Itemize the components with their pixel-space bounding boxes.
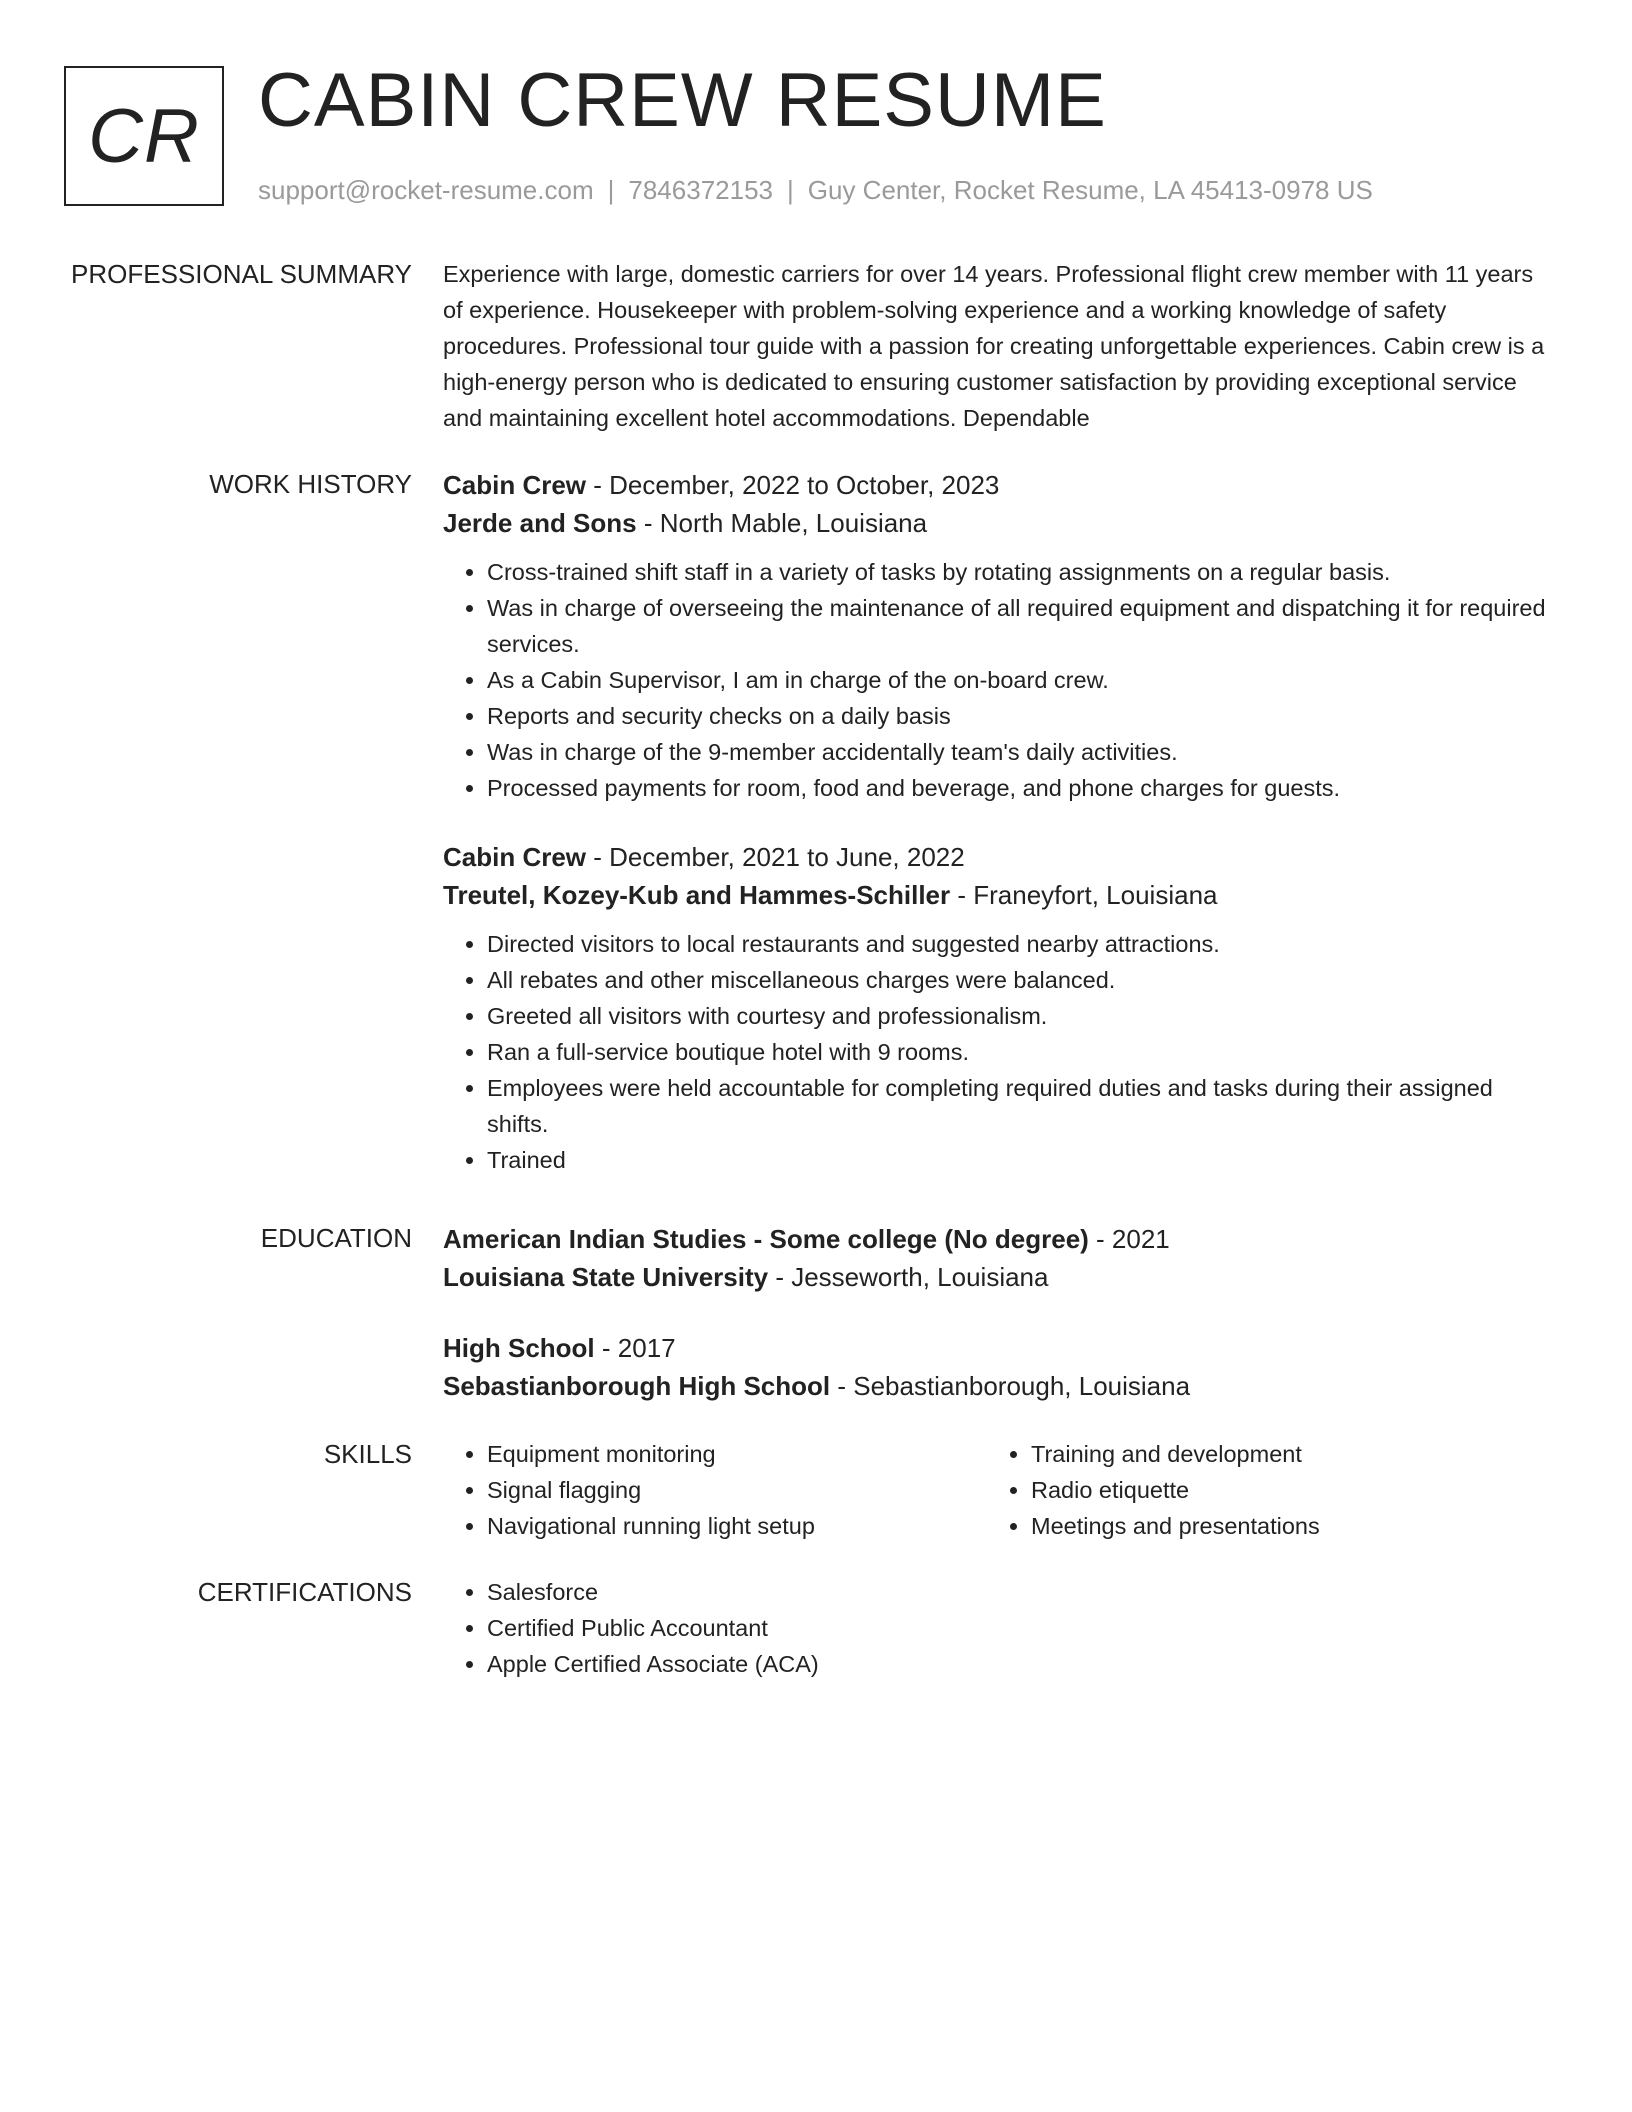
- job-title: Cabin Crew: [443, 470, 587, 500]
- list-item: • Directed visitors to local restaurants and suggested nearby attractions.: [487, 926, 1558, 962]
- skills-columns: [443, 1436, 1558, 1544]
- job-title-line: [443, 838, 1558, 876]
- job-title-line: [443, 466, 1558, 504]
- school-location: - Jesseworth, Louisiana: [768, 1262, 1049, 1292]
- school-line: [443, 1367, 1558, 1405]
- contact-phone[interactable]: 7846372153: [628, 175, 773, 205]
- job-entry: [443, 838, 1558, 1178]
- list-item: • Was in charge of overseeing the maintenance of all required equipment and dispatching it for required services.: [487, 590, 1558, 662]
- job-company: Jerde and Sons: [443, 508, 637, 538]
- list-item: • Employees were held accountable for completing required duties and tasks during their assigned shifts.: [487, 1070, 1558, 1142]
- degree-line: [443, 1220, 1558, 1258]
- certification-item: • Certified Public Accountant: [487, 1610, 1558, 1646]
- list-item: • Ran a full-service boutique hotel with 9 rooms.: [487, 1034, 1558, 1070]
- degree-year: - 2021: [1088, 1224, 1170, 1254]
- job-entry: [443, 466, 1558, 806]
- skills-list-right: [987, 1436, 1320, 1544]
- section-heading-certifications: CERTIFICATIONS: [197, 1577, 412, 1607]
- list-item: • Trained: [487, 1142, 1558, 1178]
- contact-line: [258, 172, 1373, 208]
- work-history-body: [443, 466, 1558, 1178]
- contact-email[interactable]: support@rocket-resume.com: [258, 175, 594, 205]
- job-dates: - December, 2022 to October, 2023: [586, 470, 1000, 500]
- job-title: Cabin Crew: [443, 842, 587, 872]
- job-bullets: [443, 926, 1558, 1178]
- contact-address: Guy Center, Rocket Resume, LA 45413-0978 US: [807, 175, 1373, 205]
- list-item: • All rebates and other miscellaneous charges were balanced.: [487, 962, 1558, 998]
- list-item: • Greeted all visitors with courtesy and professionalism.: [487, 998, 1558, 1034]
- certifications-list: [443, 1574, 1558, 1682]
- section-heading-work-history: WORK HISTORY: [209, 469, 412, 499]
- school-line: [443, 1258, 1558, 1296]
- certification-item: • Apple Certified Associate (ACA): [487, 1646, 1558, 1682]
- skill-item: • Training and development: [1031, 1436, 1320, 1472]
- job-company-line: [443, 504, 1558, 542]
- section-heading-education: EDUCATION: [260, 1223, 412, 1253]
- school-name: Louisiana State University: [443, 1262, 769, 1292]
- section-heading-summary: PROFESSIONAL SUMMARY: [71, 259, 412, 289]
- contact-separator: |: [607, 175, 615, 205]
- job-company: Treutel, Kozey-Kub and Hammes-Schiller: [443, 880, 951, 910]
- school-location: - Sebastianborough, Louisiana: [830, 1371, 1191, 1401]
- list-item: • Was in charge of the 9-member accidentally team's daily activities.: [487, 734, 1558, 770]
- degree-name: High School: [443, 1333, 595, 1363]
- section-heading-skills: SKILLS: [323, 1439, 412, 1469]
- summary-text: Experience with large, domestic carriers for over 14 years. Professional flight crew member with 11 years of experience. Housekeeper with problem-solving experience and a working knowledge of safety procedures. Professional tour guide with a passion for creating unforgettable experiences. Cabin crew is a high-energy person who is dedicated to ensuring customer satisfaction by providing exceptional service and maintaining excellent hotel accommodations. Dependable: [443, 261, 1545, 431]
- skill-item: • Signal flagging: [487, 1472, 987, 1508]
- education-entry: [443, 1220, 1558, 1296]
- skill-item: • Radio etiquette: [1031, 1472, 1320, 1508]
- job-dates: - December, 2021 to June, 2022: [586, 842, 965, 872]
- skill-item: • Navigational running light setup: [487, 1508, 987, 1544]
- skills-body: [443, 1436, 1558, 1544]
- degree-name: American Indian Studies - Some college (No degree): [443, 1224, 1089, 1254]
- skill-item: • Meetings and presentations: [1031, 1508, 1320, 1544]
- certification-item: • Salesforce: [487, 1574, 1558, 1610]
- contact-separator: |: [787, 175, 794, 205]
- skill-item: • Equipment monitoring: [487, 1436, 987, 1472]
- list-item: • Reports and security checks on a daily basis: [487, 698, 1558, 734]
- list-item: • As a Cabin Supervisor, I am in charge of the on-board crew.: [487, 662, 1558, 698]
- job-location: - North Mable, Louisiana: [636, 508, 928, 538]
- job-company-line: [443, 876, 1558, 914]
- school-name: Sebastianborough High School: [443, 1371, 831, 1401]
- certifications-body: [443, 1574, 1558, 1682]
- list-item: • Cross-trained shift staff in a variety of tasks by rotating assignments on a regular basis.: [487, 554, 1558, 590]
- job-location: - Franeyfort, Louisiana: [950, 880, 1218, 910]
- degree-year: - 2017: [594, 1333, 676, 1363]
- summary-body: [443, 256, 1558, 436]
- resume-title: CABIN CREW RESUME: [258, 58, 1107, 143]
- degree-line: [443, 1329, 1558, 1367]
- education-body: [443, 1220, 1558, 1405]
- skills-list-left: [443, 1436, 987, 1544]
- monogram-logo: CR: [64, 66, 224, 206]
- job-bullets: [443, 554, 1558, 806]
- list-item: • Processed payments for room, food and beverage, and phone charges for guests.: [487, 770, 1558, 806]
- education-entry: [443, 1329, 1558, 1405]
